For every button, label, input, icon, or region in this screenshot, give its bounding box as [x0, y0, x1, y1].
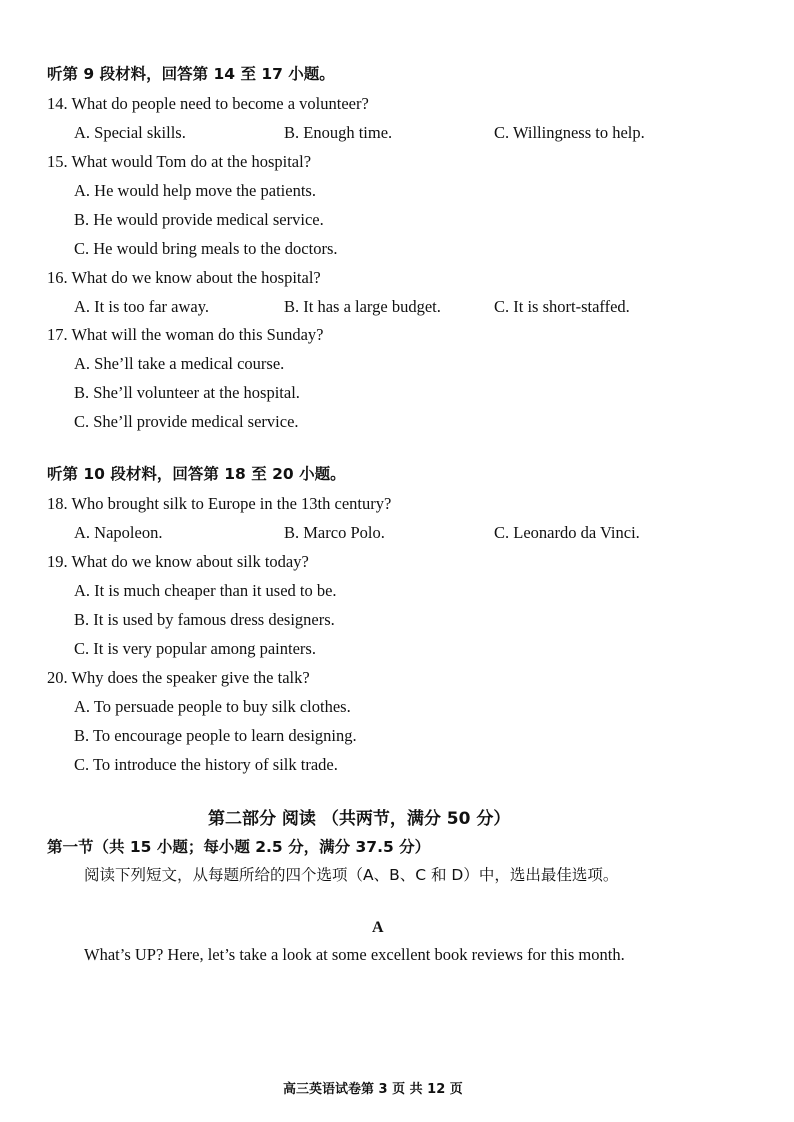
- question-16-option-b: B. It has a large budget.: [284, 297, 441, 316]
- question-17-option-b: B. She’ll volunteer at the hospital.: [74, 383, 300, 402]
- page-footer: 高三英语试卷第 3 页 共 12 页: [283, 1082, 463, 1097]
- question-20-option-a: A. To persuade people to buy silk clothes.: [74, 697, 351, 716]
- question-20-option-c: C. To introduce the history of silk trade.: [74, 755, 338, 774]
- question-16-option-a: A. It is too far away.: [74, 297, 210, 316]
- section-heading-9: 听第 9 段材料，回答第 14 至 17 小题。: [47, 65, 335, 83]
- question-15-option-b: B. He would provide medical service.: [74, 210, 324, 229]
- question-18-option-b: B. Marco Polo.: [284, 523, 385, 542]
- passage-letter: A: [372, 919, 384, 936]
- passage-intro: What’s UP? Here, let’s take a look at some excellent book reviews for this month.: [84, 945, 625, 964]
- question-19-option-a: A. It is much cheaper than it used to be.: [74, 581, 337, 600]
- part-two-instruction: 阅读下列短文，从每题所给的四个选项（A、B、C 和 D）中，选出最佳选项。: [84, 866, 619, 884]
- question-14-option-b: B. Enough time.: [284, 123, 393, 142]
- section-heading-10: 听第 10 段材料，回答第 18 至 20 小题。: [47, 465, 346, 483]
- question-19-option-b: B. It is used by famous dress designers.: [74, 610, 335, 629]
- question-18-option-c: C. Leonardo da Vinci.: [494, 523, 640, 542]
- question-19-stem: 19. What do we know about silk today?: [47, 552, 309, 571]
- question-18-stem: 18. Who brought silk to Europe in the 13th century?: [47, 494, 392, 513]
- question-15-option-a: A. He would help move the patients.: [74, 181, 316, 200]
- question-14-option-a: A. Special skills.: [74, 123, 186, 142]
- question-14-stem: 14. What do people need to become a volunteer?: [47, 94, 369, 113]
- question-20-stem: 20. Why does the speaker give the talk?: [47, 668, 310, 687]
- question-17-stem: 17. What will the woman do this Sunday?: [47, 325, 324, 344]
- question-17-option-a: A. She’ll take a medical course.: [74, 354, 285, 373]
- question-19-option-c: C. It is very popular among painters.: [74, 639, 316, 658]
- question-16-stem: 16. What do we know about the hospital?: [47, 268, 321, 287]
- question-16-option-c: C. It is short-staffed.: [494, 297, 630, 316]
- question-14-option-c: C. Willingness to help.: [494, 123, 645, 142]
- question-17-option-c: C. She’ll provide medical service.: [74, 412, 299, 431]
- question-18-option-a: A. Napoleon.: [74, 523, 163, 542]
- question-15-option-c: C. He would bring meals to the doctors.: [74, 239, 338, 258]
- part-two-title: 第二部分 阅读 （共两节，满分 50 分）: [208, 809, 511, 829]
- question-15-stem: 15. What would Tom do at the hospital?: [47, 152, 312, 171]
- part-two-subsection: 第一节（共 15 小题；每小题 2.5 分，满分 37.5 分）: [47, 838, 431, 856]
- question-20-option-b: B. To encourage people to learn designing.: [74, 726, 357, 745]
